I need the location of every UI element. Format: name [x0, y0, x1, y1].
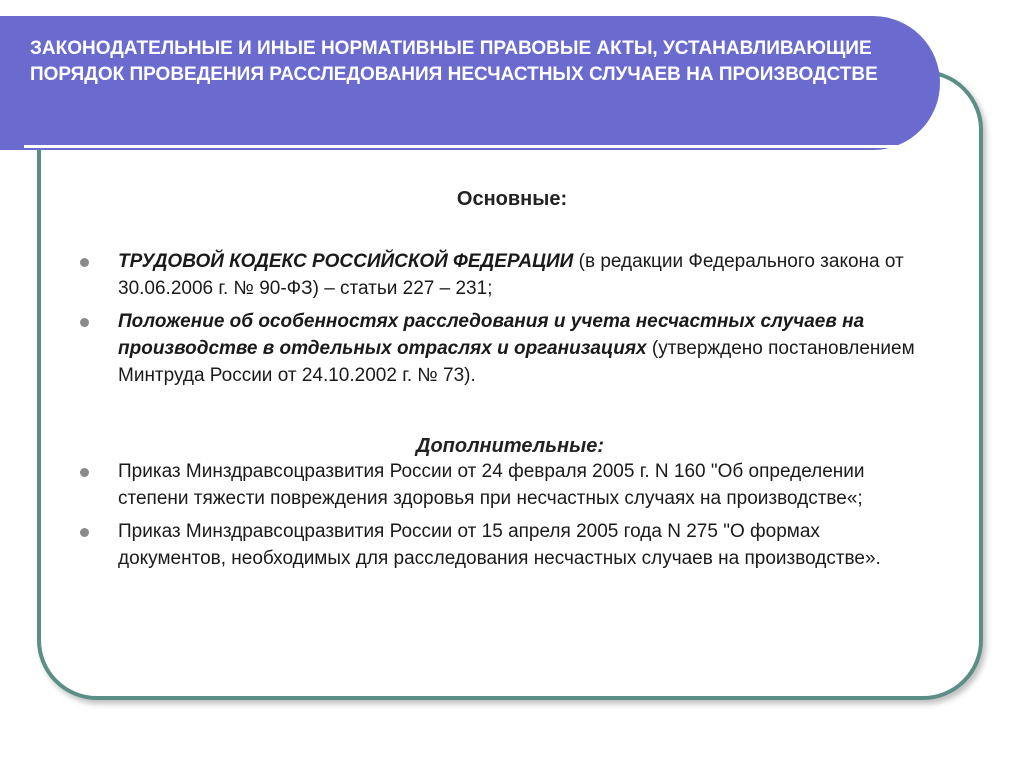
- act-title: Положение об особенностях расследования и учета несчастных случаев на производстве в отдельных отраслях и организациях: [118, 311, 865, 359]
- bullet-icon: [80, 258, 89, 267]
- bullet-icon: [80, 318, 89, 327]
- act-text: Приказ Минздравсоцразвития России от 15 апреля 2005 года N 275 "О формах документов, необходимых для расследования несчастных случаев на производстве».: [118, 521, 881, 569]
- act-text: Приказ Минздравсоцразвития России от 24 февраля 2005 г. N 160 "Об определении степени тяжести повреждения здоровья при несчастных случаях на производстве«;: [118, 461, 865, 509]
- main-acts-heading: Основные:: [456, 188, 568, 210]
- title-underline: [24, 145, 908, 148]
- page-title: ЗАКОНОДАТЕЛЬНЫЕ И ИНЫЕ НОРМАТИВНЫЕ ПРАВОВЫЕ АКТЫ, УСТАНАВЛИВАЮЩИЕ ПОРЯДОК ПРОВЕДЕНИЯ РАССЛЕДОВАНИЯ НЕСЧАСТНЫХ СЛУЧАЕВ НА ПРОИЗВОДСТВЕ: [30, 38, 878, 85]
- list-item: [72, 248, 922, 302]
- list-item: [72, 458, 922, 512]
- bullet-icon: [80, 528, 89, 537]
- title-banner: [0, 16, 940, 150]
- main-acts-list: [72, 248, 922, 395]
- bullet-icon: [80, 468, 89, 477]
- list-item: [72, 518, 922, 572]
- act-details: (утверждено постановлением Минтруда России от 24.10.2002 г. № 73).: [118, 338, 915, 386]
- act-title: ТРУДОВОЙ КОДЕКС РОССИЙСКОЙ ФЕДЕРАЦИИ: [118, 251, 574, 272]
- list-item: [72, 308, 922, 389]
- additional-acts-heading: Дополнительные:: [416, 435, 604, 457]
- additional-acts-list: [72, 458, 922, 578]
- act-details: (в редакции Федерального закона от 30.06.2006 г. № 90-ФЗ) – статьи 227 – 231;: [118, 251, 904, 299]
